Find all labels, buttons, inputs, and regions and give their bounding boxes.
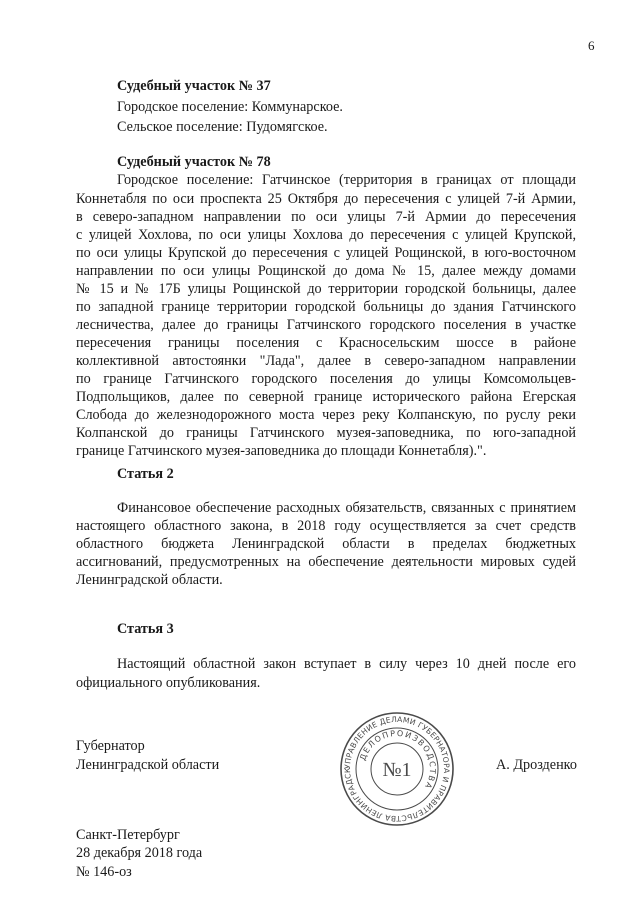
article-2-line: областного бюджета Ленинградской области в пределах бюджетных	[76, 536, 576, 552]
signer-region: Ленинградской области	[76, 757, 220, 773]
signer-name: А. Дрозденко	[496, 757, 577, 773]
article-2-line: Ленинградской области.	[76, 572, 223, 588]
section-78-line: Подпольщиков, далее по северной границе исторического района Егерская	[76, 389, 576, 405]
section-78-line: коллективной автостоянки "Лада", далее в северо-западном направлении	[76, 353, 576, 369]
page-number: 6	[588, 38, 595, 53]
official-seal	[338, 710, 456, 828]
section-78-line: Городское поселение: Гатчинское (территория в границах от площади	[117, 172, 576, 188]
footer-law-number: № 146-оз	[76, 864, 132, 880]
section-78-line: в северо-западном направлении по оси улицы 7-й Армии до пересечения	[76, 209, 576, 225]
article-2-line: ассигнований, предусмотренных на обеспечение деятельности мировых судей	[76, 554, 576, 570]
article-2-line: Финансовое обеспечение расходных обязательств, связанных с принятием	[117, 500, 576, 516]
section-78-line: по оси улицы Крупской до пересечения с улицей Рощинской, в юго-восточном	[76, 245, 576, 261]
section-37-line: Городское поселение: Коммунарское.	[117, 99, 343, 115]
section-37-title: Судебный участок № 37	[117, 78, 271, 94]
section-78-line: Коннетабля по оси проспекта 25 Октября до пересечения с улицей 7-й Армии,	[76, 191, 576, 207]
section-78-line: Слобода до железнодорожного моста через реку Колпанскую, по руслу реки	[76, 407, 576, 423]
section-78-line: Колпанской до границы Гатчинского музея-заповедника, по юго-западной	[76, 425, 576, 441]
article-3-line: официального опубликования.	[76, 675, 261, 691]
article-3-line: Настоящий областной закон вступает в силу через 10 дней после его	[117, 656, 576, 672]
section-78-line: с улицей Хохлова, по оси улицы Хохлова до пересечения с улицей Крупской,	[76, 227, 576, 243]
article-3-title: Статья 3	[117, 621, 174, 637]
section-78-line: лесничества, далее до границы Гатчинского городского поселения в участке	[76, 317, 576, 333]
section-78-line: границе Гатчинского музея-заповедника до площади Коннетабля).".	[76, 443, 487, 459]
article-2-line: настоящего областного закона, в 2018 году осуществляется за счет средств	[76, 518, 576, 534]
section-78-line: пересечения границы поселения с Красносельским шоссе в районе	[76, 335, 576, 351]
section-37-line: Сельское поселение: Пудомягское.	[117, 119, 328, 135]
footer-date: 28 декабря 2018 года	[76, 845, 203, 861]
seal-graphic	[338, 710, 456, 828]
signer-position: Губернатор	[76, 738, 145, 754]
section-78-line: направлении по оси улицы Рощинской до дома № 15, далее между домами	[76, 263, 576, 279]
section-78-line: № 15 и № 17Б улицы Рощинской до территории городской больницы, далее	[76, 281, 576, 297]
section-78-line: по западной границе территории городской больницы до здания Гатчинского	[76, 299, 576, 315]
seal-inner-text: ДЕЛОПРОИЗВОДСТВА	[358, 728, 438, 792]
footer-city: Санкт-Петербург	[76, 827, 180, 843]
seal-number: №1	[382, 759, 412, 781]
seal-ring-text: УПРАВЛЕНИЕ ДЕЛАМИ ГУБЕРНАТОРА И ПРАВИТЕЛЬСТВА ЛЕНИНГРАДСК	[342, 714, 452, 824]
section-78-title: Судебный участок № 78	[117, 154, 271, 170]
section-78-line: по границе Гатчинского городского поселения до улицы Комсомольцев-	[76, 371, 576, 387]
article-2-title: Статья 2	[117, 466, 174, 482]
